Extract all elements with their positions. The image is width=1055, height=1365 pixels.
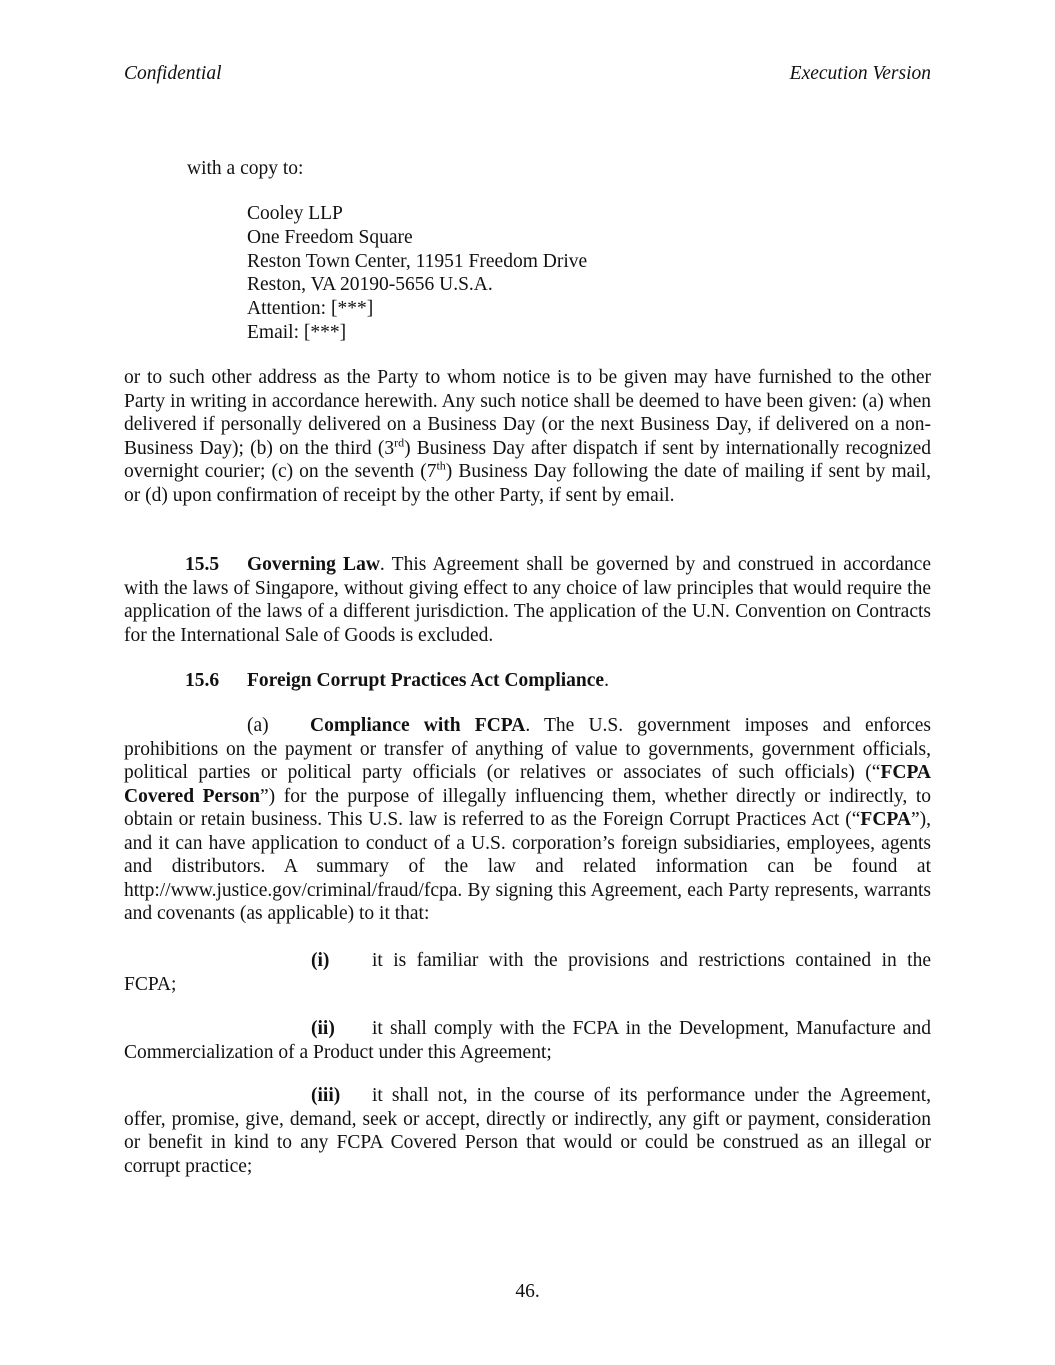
header-confidential: Confidential	[124, 63, 222, 84]
address-line: Email: [***]	[247, 321, 347, 343]
page-number: 46.	[515, 1281, 540, 1302]
address-line: Attention: [***]	[247, 298, 374, 320]
subsection-a-compliance-with-fcpa: (a) Compliance with FCPA. The U.S. government imposes and enforces prohibitions on the payment or transfer of anything of value to governments, government officials, political parties or political party officials (or relatives or associates of such officials) (“FCPA Covered Person”) for the purpose of illegally influencing them, whether directly or indirectly, to obtain or retain business. This U.S. law is referred to as the Foreign Corrupt Practices Act (“FCPA”), and it can have application to conduct of a U.S. corporation’s foreign subsidiaries, employees, agents and distributors. A summary of the law and related information can be found at http://www.justice.gov/criminal/fraud/fcpa. By signing this Agreement, each Party represents, warrants and covenants (as applicable) to it that:	[124, 715, 931, 924]
notice-paragraph: or to such other address as the Party to whom notice is to be given may have furnished to the other Party in writing in accordance herewith. Any such notice shall be deemed to have been given: (a) when delivered if personally delivered on a Business Day (or the next Business Day, if delivered on a non-Business Day); (b) on the third (3rd) Business Day after dispatch if sent by internationally recognized overnight courier; (c) on the seventh (7th) Business Day following the date of mailing if sent by mail, or (d) upon confirmation of receipt by the other Party, if sent by email.	[124, 367, 931, 506]
section-title: Foreign Corrupt Practices Act Compliance	[247, 670, 605, 691]
address-line: Reston Town Center, 11951 Freedom Drive	[247, 250, 588, 272]
section-number: 15.5	[185, 554, 220, 575]
address-line: Cooley LLP	[247, 203, 343, 224]
header-execution-version: Execution Version	[789, 63, 931, 84]
address-line: One Freedom Square	[247, 226, 413, 248]
section-15-5-governing-law: 15.5 Governing Law. This Agreement shall be governed by and construed in accordance with the laws of Singapore, without giving effect to any choice of law principles that would require the application of the laws of a different jurisdiction. The application of the U.N. Convention on Contracts for the International Sale of Goods is excluded.	[124, 554, 931, 646]
address-block	[247, 202, 587, 345]
item-ii: (ii) it shall comply with the FCPA in the Development, Manufacture and Commercialization of a Product under this Agreement;	[124, 1018, 931, 1063]
copy-to-label: with a copy to:	[187, 158, 304, 179]
item-i: (i) it is familiar with the provisions and restrictions contained in the FCPA;	[124, 950, 931, 995]
section-title: Governing Law	[247, 554, 380, 575]
item-label: (i)	[311, 950, 330, 971]
address-line: Reston, VA 20190-5656 U.S.A.	[247, 274, 493, 296]
section-15-6-heading: 15.6 Foreign Corrupt Practices Act Compliance.	[185, 670, 609, 691]
item-iii: (iii) it shall not, in the course of its performance under the Agreement, offer, promise, give, demand, seek or accept, directly or indirectly, any gift or payment, consideration or benefit in kind to any FCPA Covered Person that would or could be construed as an illegal or corrupt practice;	[124, 1085, 931, 1177]
item-label: (ii)	[311, 1018, 335, 1039]
subsection-title: Compliance with FCPA	[310, 715, 526, 736]
item-label: (iii)	[311, 1085, 341, 1106]
section-number: 15.6	[185, 670, 220, 691]
subsection-label: (a)	[247, 715, 269, 736]
